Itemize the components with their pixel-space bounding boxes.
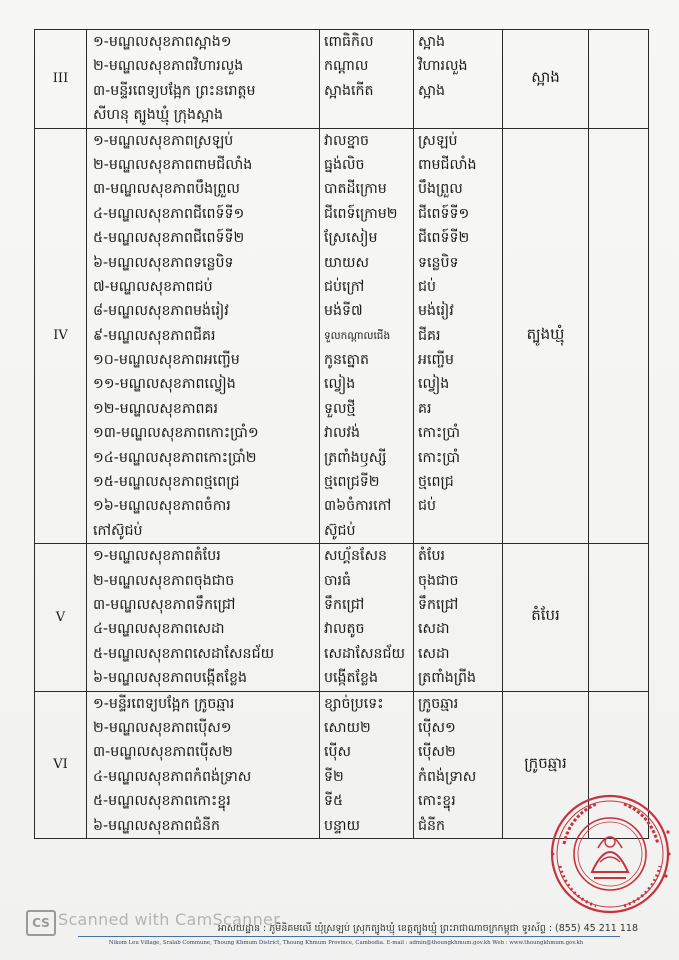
facility-name: ៨-មណ្ឌលសុខភាពមង់រៀវ <box>93 303 229 320</box>
village-name: ទី២ <box>324 768 344 785</box>
commune-name <box>414 103 502 127</box>
facility-name: ១-មណ្ឌលសុខភាពស្រឡប់ <box>93 132 234 149</box>
village-name: ជប់ក្រៅ <box>324 278 365 295</box>
district-name: ក្រូចឆ្មារ <box>503 691 589 838</box>
commune-name: ទឹកជ្រៅ <box>418 596 459 613</box>
village-name: ធ្នង់លិច <box>324 156 365 173</box>
village-name: ពោធិកិល <box>324 34 374 50</box>
section-numeral: III <box>35 30 87 129</box>
facility-name: ៣-មណ្ឌលសុខភាពប៉ើស២ <box>93 744 233 761</box>
village-cell <box>320 30 414 129</box>
footer-english-address: Nikom Leu Village, Sralab Commune, Thoung Khmum District, Thoung Khmum Province, Cambodia. E-mail : admin@thoungkhmum.gov.kh Web : www.thoungkhmum.gov.kh <box>108 940 584 946</box>
facility-cell <box>87 691 320 838</box>
village-name: ៣៦ចំការកៅ <box>324 498 392 515</box>
village-name: កូនត្នោត <box>324 352 370 369</box>
facility-name: ៣-មណ្ឌលសុខភាពទឹកជ្រៅ <box>93 596 236 613</box>
commune-name: ចុងជាច <box>418 572 459 589</box>
facility-name: ៤-មណ្ឌលសុខភាពកំពង់ទ្រាស <box>93 768 252 785</box>
facility-cell <box>87 30 320 129</box>
village-name: កណ្ដាល <box>324 58 369 75</box>
facility-name: ២-មណ្ឌលសុខភាពប៉ើស១ <box>93 719 232 736</box>
facility-name: ៣-មន្ទីរពេទ្យបង្អែក ព្រះនរោត្តម <box>93 82 256 99</box>
village-name: ស្អាងកើត <box>324 82 374 99</box>
commune-name: ស្អាង <box>418 82 446 99</box>
facility-name: ៦-មណ្ឌលសុខភាពទន្លេបិទ <box>93 254 234 271</box>
commune-name: តំបែរ <box>418 548 446 565</box>
district-name: តំបែរ <box>503 544 589 691</box>
commune-name: វិហារលួង <box>418 58 468 75</box>
commune-cell <box>414 544 503 691</box>
commune-name: ត្រពាំងព្រីង <box>418 670 476 687</box>
facility-name: ១៣-មណ្ឌលសុខភាពកោះប្រាំ១ <box>93 425 259 442</box>
facility-name: ២-មណ្ឌលសុខភាពចុងជាច <box>93 572 235 589</box>
table-section-row <box>35 30 649 129</box>
commune-cell <box>414 128 503 544</box>
table-section-row <box>35 544 649 691</box>
commune-name: បឹងព្រួល <box>418 181 463 198</box>
commune-name: ជីពេទ៍ទី២ <box>418 230 470 247</box>
table-section-row <box>35 128 649 544</box>
commune-name: ប៉ើស២ <box>418 744 456 761</box>
commune-name: កោះប្រាំ <box>418 449 460 466</box>
commune-name: អញ្ចើម <box>418 352 455 369</box>
footer-khmer-address: អាសយដ្ឋាន : ភូមិនិគមលើ ឃុំស្រឡប់ ស្រុកត្បូងឃ្មុំ ខេត្តត្បូងឃ្មុំ ព្រះរាជាណាចក្រកម្ពុជា ទូរស័ព្ទ : (855) 45 211 118 <box>217 923 638 934</box>
commune-name: ថ្មពេជ្រ <box>418 474 454 491</box>
section-numeral: V <box>35 544 87 691</box>
facility-name: ១-មណ្ឌលសុខភាពតំបែរ <box>93 548 221 565</box>
commune-name: ជំនីក <box>418 817 446 834</box>
village-name: សោយ២ <box>324 719 371 736</box>
facility-name: ១២-មណ្ឌលសុខភាពគរ <box>93 400 218 417</box>
facility-name: ៥-មណ្ឌលសុខភាពជីពេទ៍ទី២ <box>93 230 245 247</box>
commune-name: ជប់ <box>418 498 437 515</box>
health-facility-table <box>34 29 649 839</box>
facility-name: ១៤-មណ្ឌលសុខភាពកោះប្រាំ២ <box>93 449 257 466</box>
village-name: ទី៥ <box>324 793 344 810</box>
facility-cell <box>87 544 320 691</box>
village-name: ល្វៀង <box>324 376 356 393</box>
commune-name: ល្វៀង <box>418 376 450 393</box>
commune-name: កំពង់ទ្រាស <box>418 768 477 785</box>
village-name: ថ្មពេជ្រទី២ <box>324 474 380 491</box>
facility-name: ៣-មណ្ឌលសុខភាពបឹងព្រួល <box>93 181 240 198</box>
village-name: ត្រពាំងឫស្សី <box>324 449 387 466</box>
facility-name: ៦-មណ្ឌលសុខភាពបង្កើតខ្លែង <box>93 670 248 687</box>
village-cell <box>320 691 414 838</box>
facility-name: ២-មណ្ឌលសុខភាពពាមជីលាំង <box>93 156 253 173</box>
district-name: ត្បូងឃ្មុំ <box>503 128 589 544</box>
camscanner-watermark: Scanned with CamScanner <box>58 910 281 929</box>
village-name: ចារធំ <box>324 572 352 589</box>
commune-name: ប៉ើស១ <box>418 719 456 736</box>
facility-name: ៤-មណ្ឌលសុខភាពសេដា <box>93 621 225 638</box>
commune-name: មង់រៀវ <box>418 303 454 320</box>
village-name: ខ្សាច់ប្រទេះ <box>324 695 384 712</box>
village-name: វាលខ្នាច <box>324 132 370 149</box>
facility-cell <box>87 128 320 544</box>
facility-name: កៅស៊ូជប់ <box>93 522 143 539</box>
commune-name: ជីគរ <box>418 327 441 344</box>
commune-name: ជប់ <box>418 278 437 295</box>
village-name: យាយស <box>324 254 370 271</box>
commune-name: ទន្លេបិទ <box>418 254 459 271</box>
facility-name: សីហនុ ត្បូងឃ្មុំ ក្រុងស្អាង <box>93 107 224 124</box>
facility-name: ៩-មណ្ឌលសុខភាពជីគរ <box>93 327 216 344</box>
commune-name: ពាមជីលាំង <box>418 156 477 173</box>
village-name: វាលវង់ <box>324 425 361 442</box>
village-name: ជីពេទ៍ក្រោម២ <box>324 205 398 222</box>
commune-name: ស្រឡប់ <box>418 132 458 149</box>
page-footer <box>0 908 679 960</box>
village-name: មង់ទី៧ <box>324 303 363 320</box>
village-name: ស៊ូជប់ <box>324 522 356 539</box>
commune-cell <box>414 30 503 129</box>
village-name: បាតដីក្រោម <box>324 181 387 198</box>
facility-name: ១១-មណ្ឌលសុខភាពល្វៀង <box>93 376 236 393</box>
facility-name: ១៥-មណ្ឌលសុខភាពថ្មពេជ្រ <box>93 474 240 491</box>
blank-cell <box>589 30 649 129</box>
facility-name: ៧-មណ្ឌលសុខភាពជប់ <box>93 278 213 295</box>
commune-name: ជីពេទ៍ទី១ <box>418 205 470 222</box>
facility-name: ៥-មណ្ឌលសុខភាពសេដាសែនជ័យ <box>93 645 275 662</box>
district-name: ស្អាង <box>503 30 589 129</box>
village-name: ទួលកណ្ដាលជើង <box>324 329 391 342</box>
facility-name: ៦-មណ្ឌលសុខភាពជំនីក <box>93 817 221 834</box>
facility-name: ១-មន្ទីរពេទ្យបង្អែក ក្រូចឆ្មារ <box>93 695 235 712</box>
facility-name: ១-មណ្ឌលសុខភាពស្អាង១ <box>93 34 232 50</box>
camscanner-logo-icon: CS <box>26 910 56 936</box>
commune-name: សេដា <box>418 621 450 638</box>
commune-name: សេដា <box>418 645 450 662</box>
section-numeral: IV <box>35 128 87 544</box>
official-seal-icon <box>548 792 673 917</box>
facility-name: ១៦-មណ្ឌលសុខភាពចំការ <box>93 498 231 515</box>
village-name <box>320 103 413 127</box>
commune-name: គរ <box>418 400 432 417</box>
village-cell <box>320 128 414 544</box>
village-name: ទឹកជ្រៅ <box>324 596 365 613</box>
footer-divider <box>78 936 620 937</box>
facility-name: ១០-មណ្ឌលសុខភាពអញ្ចើម <box>93 352 240 369</box>
commune-name: កោះប្រាំ <box>418 425 460 442</box>
village-name: ស្រែសៀម <box>324 230 378 247</box>
village-name: វាលតូច <box>324 621 365 638</box>
facility-name: ៥-មណ្ឌលសុខភាពកោះខ្នុរ <box>93 793 231 810</box>
section-numeral: VI <box>35 691 87 838</box>
village-name: បន្ទាយ <box>324 817 361 834</box>
village-cell <box>320 544 414 691</box>
facility-name: ៤-មណ្ឌលសុខភាពជីពេទ៍ទី១ <box>93 205 245 222</box>
commune-name: ស្អាង <box>418 34 446 50</box>
village-name: ប៉ើស <box>324 744 352 761</box>
village-name: បង្កើតខ្លែង <box>324 670 379 687</box>
village-name: ទួលថ្មី <box>324 400 356 417</box>
facility-name: ២-មណ្ឌលសុខភាពវិហារលួង <box>93 58 244 75</box>
commune-cell <box>414 691 503 838</box>
commune-name: ក្រូចឆ្មារ <box>418 695 459 712</box>
blank-cell <box>589 128 649 544</box>
village-name: សហ្គ័នសែន <box>324 548 388 565</box>
commune-name <box>414 519 502 543</box>
village-name: សេដាសែនជ័យ <box>324 645 406 662</box>
commune-name: កោះខ្នុរ <box>418 793 456 810</box>
blank-cell <box>589 544 649 691</box>
